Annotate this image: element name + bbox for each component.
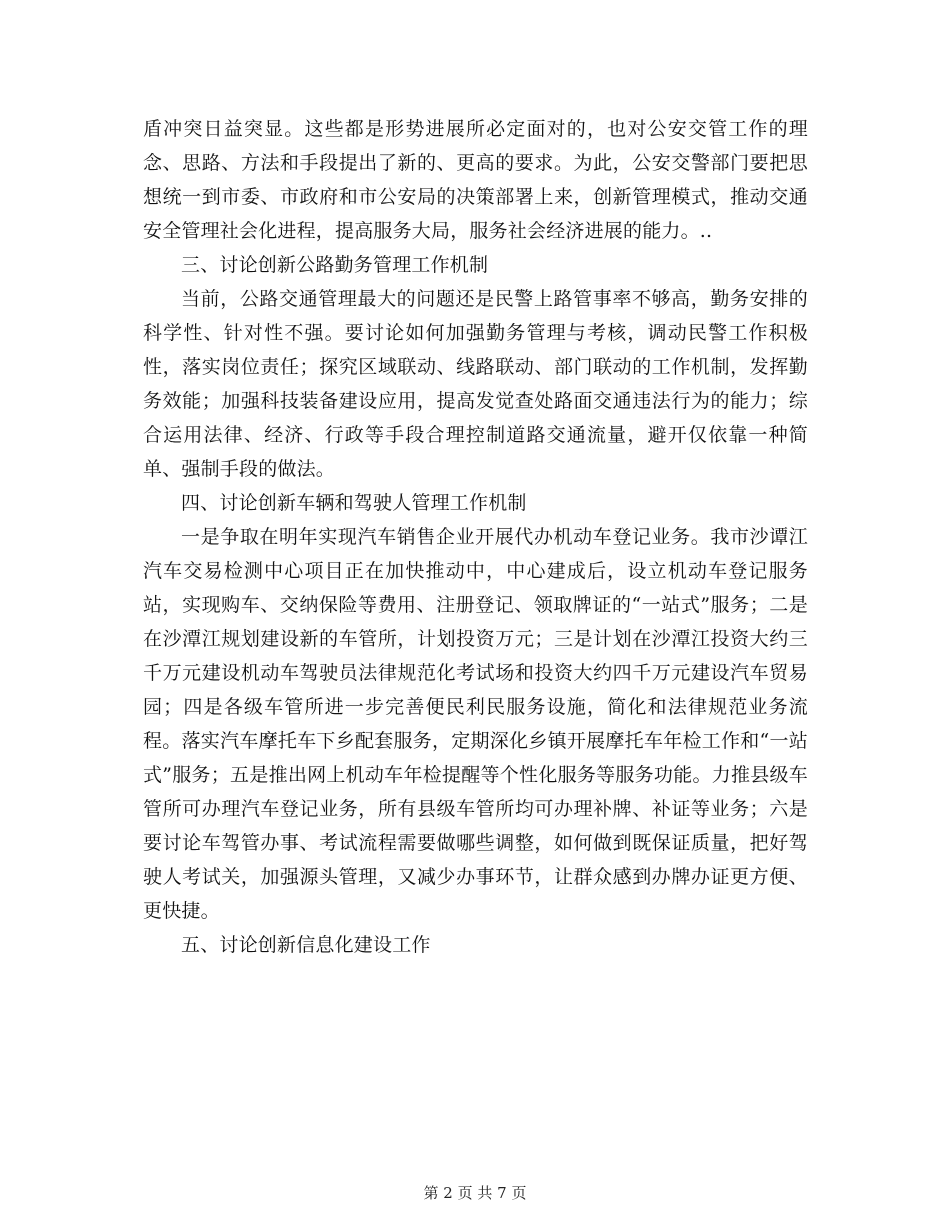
paragraph-vehicle-driver-management: 一是争取在明年实现汽车销售企业开展代办机动车登记业务。我市沙谭江汽车交易检测中心项目正在加快推动中，中心建成后，设立机动车登记服务站，实现购车、交纳保险等费用、注册登记、领取牌证的“一站式”服务；二是在沙潭江规划建设新的车管所，计划投资万元；三是计划在沙潭江投资大约三千万元建设机动车驾驶员法律规范化考试场和投资大约四千万元建设汽车贸易园；四是各级车管所进一步完善便民利民服务设施，简化和法律规范业务流程。落实汽车摩托车下乡配套服务，定期深化乡镇开展摩托车年检工作和“一站式”服务；五是推出网上机动车年检提醒等个性化服务等服务功能。力推县级车管所可办理汽车登记业务，所有县级车管所均可办理补牌、补证等业务；六是要讨论车驾管办事、考试流程需要做哪些调整，如何做到既保证质量，把好驾驶人考试关，加强源头管理，又减少办事环节，让群众感到办牌办证更方便、更快捷。: [143, 526, 808, 922]
section-heading-five: 五、讨论创新信息化建设工作: [181, 934, 431, 956]
paragraph-patrol-management: 当前，公路交通管理最大的问题还是民警上路管事率不够高，勤务安排的科学性、针对性不强。要讨论如何加强勤务管理与考核，调动民警工作积极性，落实岗位责任；探究区域联动、线路联动、部门联动的工作机制，发挥勤务效能；加强科技装备建设应用，提高发觉查处路面交通违法行为的能力；综合运用法律、经济、行政等手段合理控制道路交通流量，避开仅依靠一种简单、强制手段的做法。: [143, 288, 808, 480]
document-body: [143, 112, 808, 962]
section-heading-three: 三、讨论创新公路勤务管理工作机制: [181, 254, 489, 276]
page-number-footer: 第 2 页 共 7 页: [423, 1184, 527, 1202]
paragraph-continuation: 盾冲突日益突显。这些都是形势进展所必定面对的，也对公安交管工作的理念、思路、方法和手段提出了新的、更高的要求。为此，公安交警部门要把思想统一到市委、市政府和市公安局的决策部署上来，创新管理模式，推动交通安全管理社会化进程，提高服务大局，服务社会经济进展的能力。..: [143, 118, 808, 242]
section-heading-four: 四、讨论创新车辆和驾驶人管理工作机制: [181, 492, 527, 514]
